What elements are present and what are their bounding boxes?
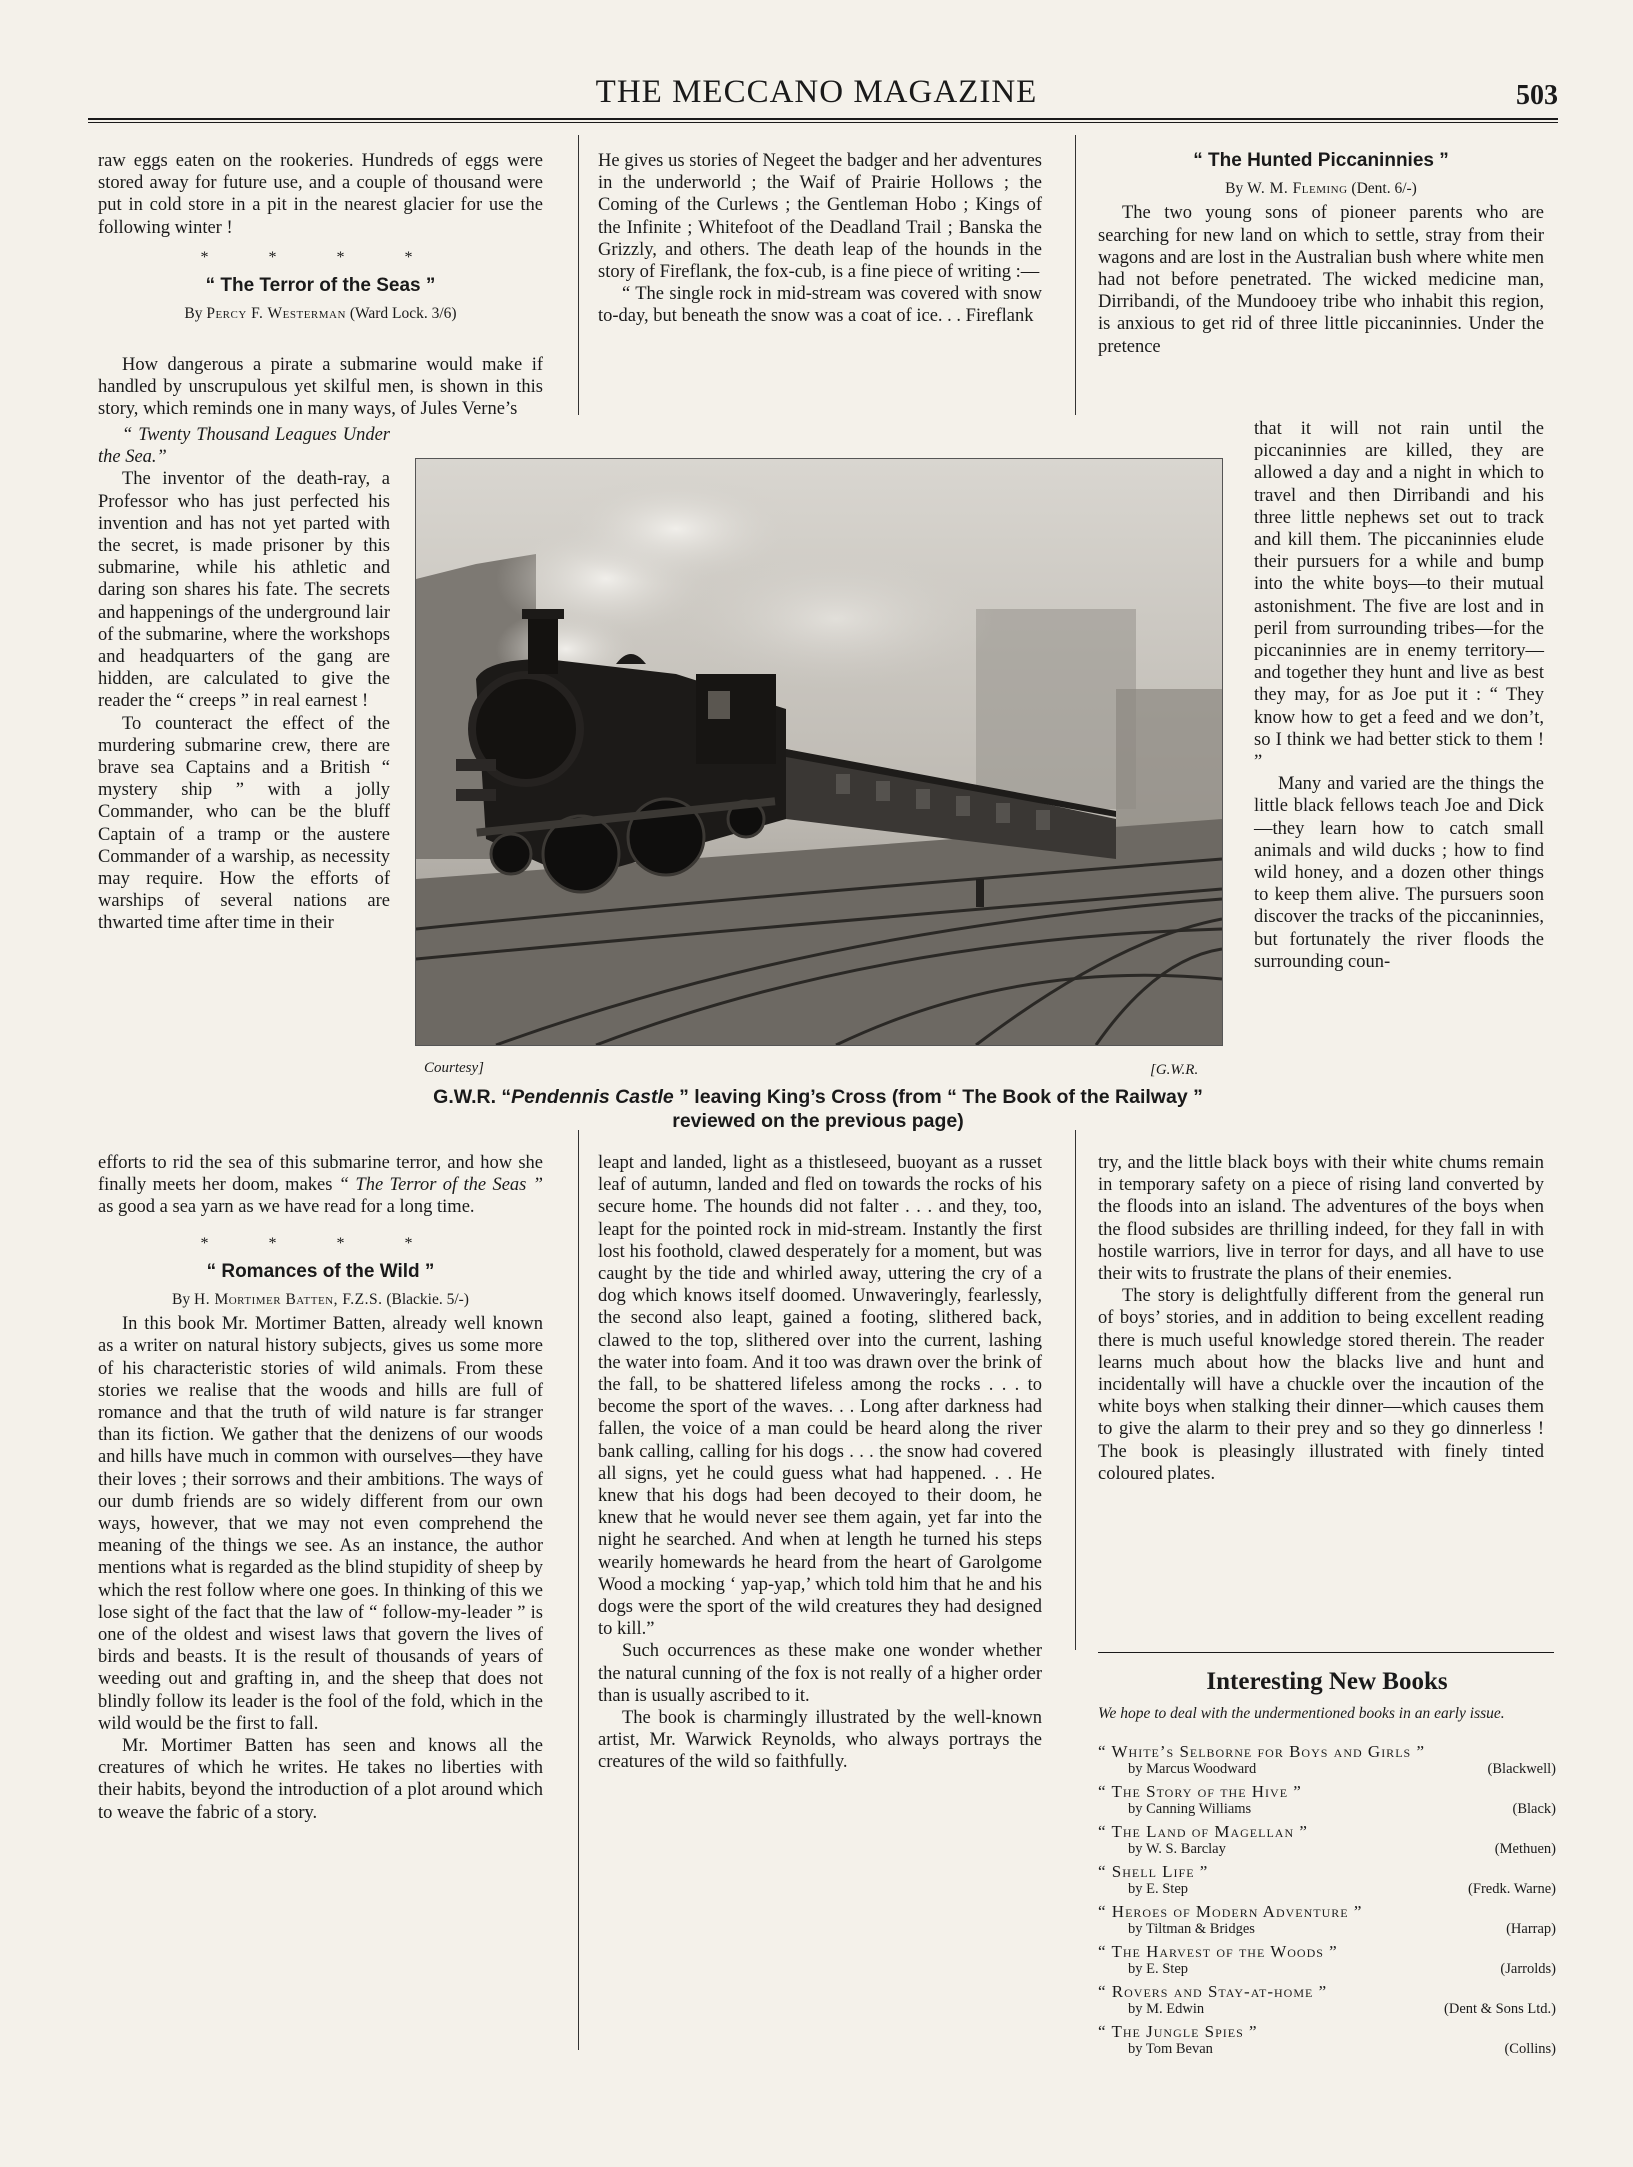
header-rule-thin — [88, 122, 1558, 123]
review-publisher: (Ward Lock. 3/6) — [349, 305, 457, 323]
review-publisher: (Dent. 6/-) — [1351, 180, 1417, 198]
middle-column — [598, 150, 1042, 328]
review-byline: By H. Mortimer Batten, F.Z.S. (Blackie. 5/-) — [172, 1291, 469, 1309]
review-author: Percy F. Westerman — [206, 305, 346, 323]
book-author: by E. Step — [1128, 1881, 1189, 1897]
left-column-lower — [98, 1152, 543, 1824]
book-title: “ The Land of Magellan ” — [1098, 1822, 1308, 1841]
left-column — [98, 150, 543, 327]
book-item — [1098, 1742, 1556, 1778]
paragraph: How dangerous a pirate a submarine would make if handled by unscrupulous yet skilful men, is shown in this story, which reminds one in many ways, of Jules Verne’s — [98, 355, 543, 420]
book-title: “ The Jungle Spies ” — [1098, 2022, 1258, 2041]
book-title: “ Rovers and Stay-at-home ” — [1098, 1982, 1328, 2001]
paragraph: raw eggs eaten on the rookeries. Hundreds of eggs were stored away for future use, and a couple of thousand were put in cold store in a pit in the nearest glacier for use the following winter ! — [98, 151, 543, 238]
book-item — [1098, 1822, 1556, 1858]
book-publisher: (Blackwell) — [1487, 1761, 1556, 1777]
paragraph: The story is delightfully different from the general run of boys’ stories, and in addition to being excellent reading there is much useful knowledge stored therein. The reader learns much about how the blacks live and hunt and incidentally will have a chuckle over the incaution of the white boys when stalking their dinner—which causes them to give the alarm to their prey and so they go dinnerless ! The book is pleasingly illustrated with finely tinted coloured plates. — [1098, 1286, 1544, 1484]
book-item — [1098, 1902, 1556, 1938]
paragraph: that it will not rain until the piccaninnies are killed, they are allowed a day and a night in which to travel and then Dirribandi and his three little nephews set out to track and kill them. The piccaninnies elude their pursuers for a while and bump into the white boys—to their mutual astonishment. The five are lost and in peril from surrounding tribes—for the piccaninnies are in enemy territory—and together they hunt and live as best they may, for as Joe put it : “ They know how to get a feed and we don’t, so I think we had better stick to them ! ” — [1254, 419, 1544, 773]
book-author: by Marcus Woodward — [1128, 1761, 1257, 1777]
book-title: “ Twenty Thousand Leagues Under the Sea.” — [98, 425, 390, 468]
book-title: “ Shell Life ” — [1098, 1862, 1209, 1881]
book-title: “ The Story of the Hive ” — [1098, 1782, 1302, 1801]
book-publisher: (Harrap) — [1506, 1921, 1556, 1937]
book-author: by Tom Bevan — [1128, 2041, 1213, 2057]
paragraph: In this book Mr. Mortimer Batten, already well known as a writer on natural history subjects, gives us some more of his characteristic stories of wild animals. From these stories we realise that the woods and hills are full of romance and that the truth of wild nature is far stranger than its fiction. We gather that the denizens of our woods and hills have much in common with ourselves—they have their loves ; their sorrows and their ambitions. The ways of our dumb friends are so widely different from our own ways, however, that we may not even comprehend the meaning of the things we see. As an instance, the author mentions what is regarded as the blind stupidity of sheep by which the rest follow where one goes. In thinking of this we lose sight of the fact that the law of “ follow-my-leader ” is one of the oldest and wisest laws that govern the lives of birds and beasts. It is the result of thousands of years of weeding out and grafting in, and the sheep that does not blindly follow its leader is the fool of the fold, which in the wild would be the first to fall. — [98, 1314, 543, 1734]
column-divider — [1075, 135, 1076, 415]
review-title: “ Romances of the Wild ” — [206, 1260, 435, 1282]
book-title: “ White’s Selborne for Boys and Girls ” — [1098, 1742, 1425, 1761]
locomotive-name: Pendennis Castle — [511, 1086, 674, 1108]
book-item — [1098, 1942, 1556, 1978]
book-publisher: (Collins) — [1504, 2041, 1556, 2057]
book-publisher: (Black) — [1512, 1801, 1556, 1817]
book-publisher: (Dent & Sons Ltd.) — [1444, 2001, 1556, 2017]
section-rule — [1098, 1652, 1554, 1653]
quote-paragraph: “ The single rock in mid-stream was covered with snow to-day, but beneath the snow was a coat of ice. . . Fireflank — [598, 284, 1042, 327]
page-number: 503 — [1516, 80, 1558, 111]
book-title: “ The Harvest of the Woods ” — [1098, 1942, 1338, 1961]
magazine-title: THE MECCANO MAGAZINE — [595, 74, 1038, 110]
column-divider — [578, 1130, 579, 2050]
new-books-heading: Interesting New Books — [1206, 1668, 1448, 1695]
new-books-intro: We hope to deal with the undermentioned books in an early issue. — [1098, 1705, 1505, 1722]
paragraph: The inventor of the death-ray, a Professor who has just perfected his invention and has not yet parted with the secret, is made prisoner by this submarine, while his athletic and daring son shares his fate. The secrets and happenings of the underground lair of the submarine, where the workshops and headquarters of the gang are hidden, are calculated to give the reader the “ creeps ” in real earnest ! — [98, 469, 390, 712]
review-title: “ The Terror of the Seas ” — [205, 275, 436, 297]
book-item — [1098, 1982, 1556, 2018]
book-item — [1098, 1782, 1556, 1818]
column-divider — [578, 135, 579, 415]
photo-credit-right: [G.W.R. — [1150, 1062, 1199, 1078]
review-byline: By W. M. Fleming (Dent. 6/-) — [1225, 180, 1417, 198]
paragraph: Many and varied are the things the little black fellows teach Joe and Dick—they learn how to catch small animals and wild ducks ; how to find wild honey, and a dozen other things to keep them alive. The pursuers soon discover the tracks of the piccaninnies, but fortunately the river floods the surrounding coun- — [1254, 774, 1544, 972]
book-publisher: (Jarrolds) — [1500, 1961, 1556, 1977]
book-item — [1098, 1862, 1556, 1898]
quote-paragraph: leapt and landed, light as a thistleseed, buoyant as a russet leaf of autumn, landed and fled on towards the rocks of his secure home. The hounds did not falter . . . and they, too, leapt for the pointed rock in mid-stream. Instantly the first lost his foothold, clawed desperately for a moment, but was caught by the tide and whirled away, uttering the cry of a dog which knows itself doomed. Unwaveringly, fearlessly, the second also leapt, gained a footing, slithered back, clawed to the top, slithered over into the current, lashing the water into foam. And it too was drawn over the brink of the fall, to be shattered lifeless among the rocks . . . to become the sport of the waves. . . Long after darkness had fallen, the voice of a man could be heard along the river bank calling, calling for his dogs . . . the snow had covered all signs, yet he could guess what had happened. . . He knew that his dogs had been decoyed to their doom, he knew that he would never see them again, yet far into the night he searched. And when at length he turned his steps wearily homewards he heard from the heart of Garolgome Wood a mocking ‘ yap-yap,’ which told him that he and his dogs were the sport of the wild creatures they had designed to kill.” — [598, 1153, 1042, 1640]
review-author: W. M. Fleming — [1247, 180, 1348, 198]
section-separator: * * * * — [200, 248, 441, 266]
locomotive-photo — [415, 458, 1223, 1046]
right-column — [1098, 150, 1544, 358]
book-author: by M. Edwin — [1128, 2001, 1205, 2017]
paragraph: Such occurrences as these make one wonder whether the natural cunning of the fox is not really of a higher order than is usually ascribed to it. — [598, 1641, 1042, 1706]
paragraph: Mr. Mortimer Batten has seen and knows all the creatures of which he writes. He takes no liberties with their habits, beyond the introduction of a plot around which to weave the fabric of a story. — [98, 1736, 543, 1823]
book-title: “ Heroes of Modern Adventure ” — [1098, 1902, 1363, 1921]
paragraph: The two young sons of pioneer parents who are searching for new land on which to settle, stray from their wagons and are lost in the Australian bush where white men had not before penetrated. The wicked medicine man, Dirribandi, of the Mundooey tribe who inhabit this region, is anxious to get rid of three little piccaninnies. Under the pretence — [1098, 203, 1544, 357]
review-author: H. Mortimer Batten, F.Z.S. — [194, 1291, 383, 1309]
book-title: “ The Terror of the Seas ” — [338, 1175, 543, 1196]
left-column-narrow — [98, 354, 543, 424]
photo-credit-left: Courtesy] — [424, 1060, 484, 1076]
paragraph: To counteract the effect of the murdering submarine crew, there are brave sea Captains and a British “ mystery ship ” with a jolly Commander, who can be the bluff Captain of a tramp or the austere Commander of a warship, as necessity may require. How the efforts of warships of several nations are thwarted time after time in their — [98, 713, 390, 934]
book-author: by W. S. Barclay — [1128, 1841, 1226, 1857]
middle-column-lower — [598, 1152, 1042, 1774]
paragraph: efforts to rid the sea of this submarine terror, and how she finally meets her doom, makes “ The Terror of the Seas ” as good a sea yarn as we have read for a long time. — [98, 1153, 543, 1218]
book-item — [1098, 2022, 1556, 2058]
review-publisher: (Blackie. 5/-) — [386, 1291, 469, 1309]
header-rule — [88, 118, 1558, 120]
right-column-narrow — [1254, 418, 1544, 973]
section-separator: * * * * — [200, 1234, 441, 1252]
paragraph: The book is charmingly illustrated by the well-known artist, Mr. Warwick Reynolds, who always portrays the creatures of the wild so faithfully. — [598, 1708, 1042, 1773]
left-column-narrow — [98, 424, 390, 935]
book-publisher: (Fredk. Warne) — [1468, 1881, 1556, 1897]
paragraph: He gives us stories of Negeet the badger and her adventures in the underworld ; the Waif of Prairie Hollows ; the Coming of the Curlews ; the Gentleman Hobo ; Kings of the Infinite ; Whitefoot of the Deadland Trail ; Banska the Grizzly, and others. The death leap of the hounds in the story of Fireflank, the fox-cub, is a fine piece of writing :— — [598, 151, 1042, 283]
photo-caption: G.W.R. “Pendennis Castle ” leaving King’s Cross (from “ The Book of the Railway ” reviewed on the previous page) — [433, 1086, 1203, 1132]
book-author: by Canning Williams — [1128, 1801, 1252, 1817]
book-author: by E. Step — [1128, 1961, 1189, 1977]
review-byline: By Percy F. Westerman (Ward Lock. 3/6) — [184, 305, 457, 323]
review-title: “ The Hunted Piccaninnies ” — [1193, 150, 1449, 171]
right-column-lower — [1098, 1152, 1544, 1485]
book-author: by Tiltman & Bridges — [1128, 1921, 1255, 1937]
book-publisher: (Methuen) — [1494, 1841, 1556, 1857]
column-divider — [1075, 1130, 1076, 1650]
paragraph — [98, 424, 390, 468]
paragraph: try, and the little black boys with their white chums remain in temporary safety on a piece of rising land converted by the floods into an island. The adventures of the boys when the flood subsides are thrilling indeed, for they fall in with hostile warriors, live in terror for days, and all have to use their wits to frustrate the plans of their enemies. — [1098, 1153, 1544, 1285]
